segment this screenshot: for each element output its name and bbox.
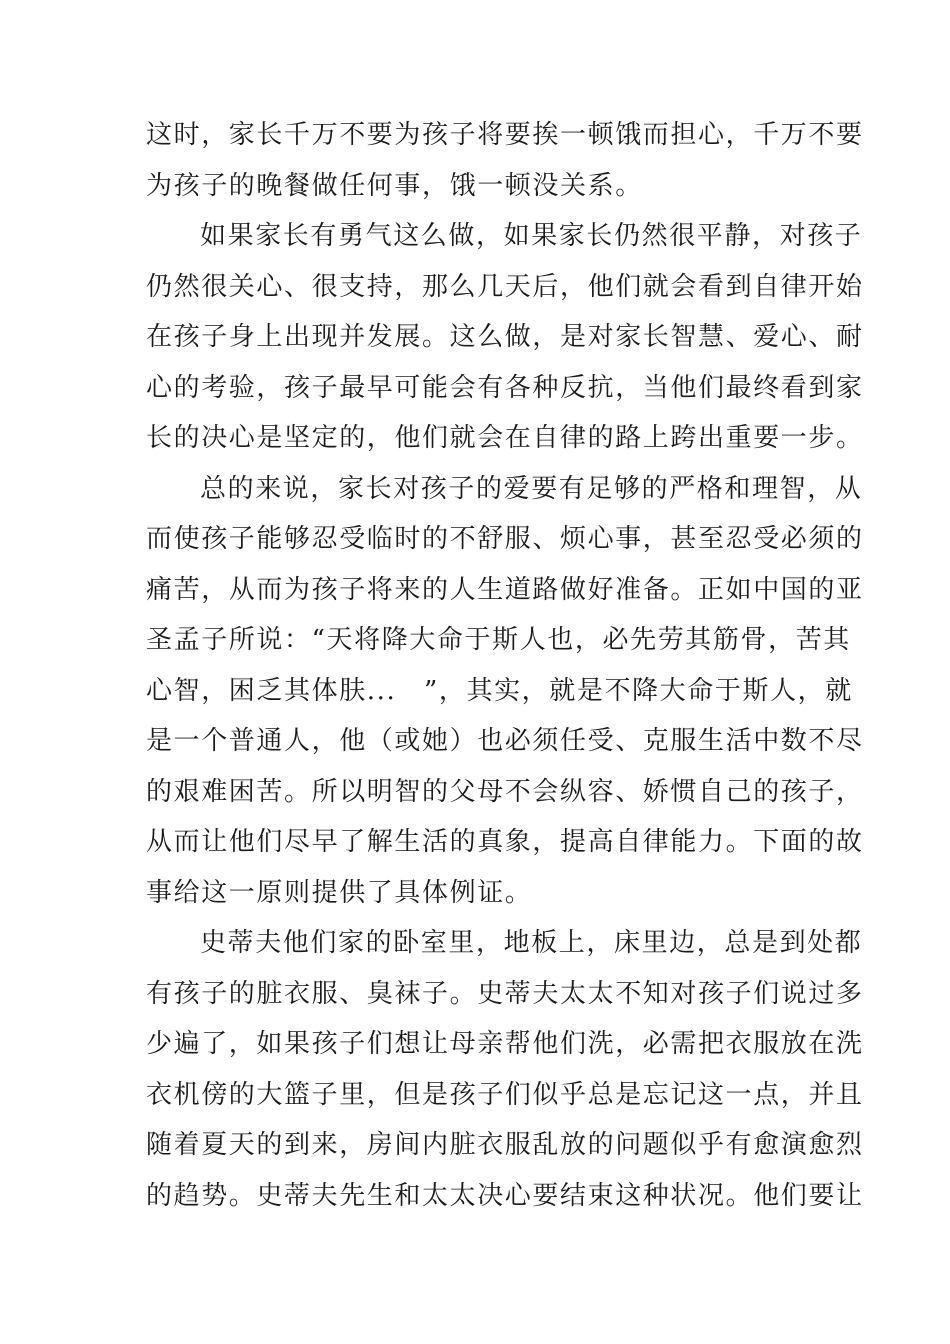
text-line: 的趋势。史蒂夫先生和太太决心要结束这种状况。他们要让 xyxy=(146,1180,864,1211)
paragraph-start-line: 史蒂夫他们家的卧室里，地板上，床里边，总是到处都 xyxy=(200,928,863,958)
text-line: 少遍了，如果孩子们想让母亲帮他们洗，必需把衣服放在洗 xyxy=(146,1029,864,1059)
text-line: 为孩子的晚餐做任何事，饿一顿没关系。 xyxy=(146,170,643,201)
text-line: 衣机傍的大篮子里，但是孩子们似乎总是忘记这一点，并且 xyxy=(146,1079,864,1110)
text-line: 而使孩子能够忍受临时的不舒服、烦心事，甚至忍受必须的 xyxy=(146,524,864,554)
text-line: 心的考验，孩子最早可能会有各种反抗，当他们最终看到家 xyxy=(146,372,864,403)
text-line: 有孩子的脏衣服、臭袜子。史蒂夫太太不知对孩子们说过多 xyxy=(146,978,864,1009)
paragraph-start-line: 总的来说，家长对孩子的爱要有足够的严格和理智，从 xyxy=(200,473,863,504)
text-line: 是一个普通人，他（或她）也必须任受、克服生活中数不尽 xyxy=(146,726,864,756)
text-line: 随着夏天的到来，房间内脏衣服乱放的问题似乎有愈演愈烈 xyxy=(146,1130,864,1160)
text-line: 的艰难困苦。所以明智的父母不会纵容、娇惯自己的孩子， xyxy=(146,776,864,807)
text-line: 仍然很关心、很支持，那么几天后，他们就会看到自律开始 xyxy=(146,271,864,302)
text-line: 在孩子身上出现并发展。这么做，是对家长智慧、爱心、耐 xyxy=(146,322,864,352)
text-line: 这时，家长千万不要为孩子将要挨一顿饿而担心，千万不要 xyxy=(146,120,864,150)
paragraph-start-line: 如果家长有勇气这么做，如果家长仍然很平静，对孩子 xyxy=(200,221,863,251)
text-line: 事给这一原则提供了具体例证。 xyxy=(146,877,533,908)
text-line: 从而让他们尽早了解生活的真象，提高自律能力。下面的故 xyxy=(146,827,864,857)
text-line: 长的决心是坚定的，他们就会在自律的路上跨出重要一步。 xyxy=(146,423,864,453)
body-text xyxy=(146,110,864,1221)
text-line: 心智，困乏其体肤... ”，其实，就是不降大命于斯人，就 xyxy=(146,675,853,706)
text-line: 圣孟子所说：“天将降大命于斯人也，必先劳其筋骨，苦其 xyxy=(146,625,851,655)
text-line: 痛苦，从而为孩子将来的人生道路做好准备。正如中国的亚 xyxy=(146,574,864,605)
